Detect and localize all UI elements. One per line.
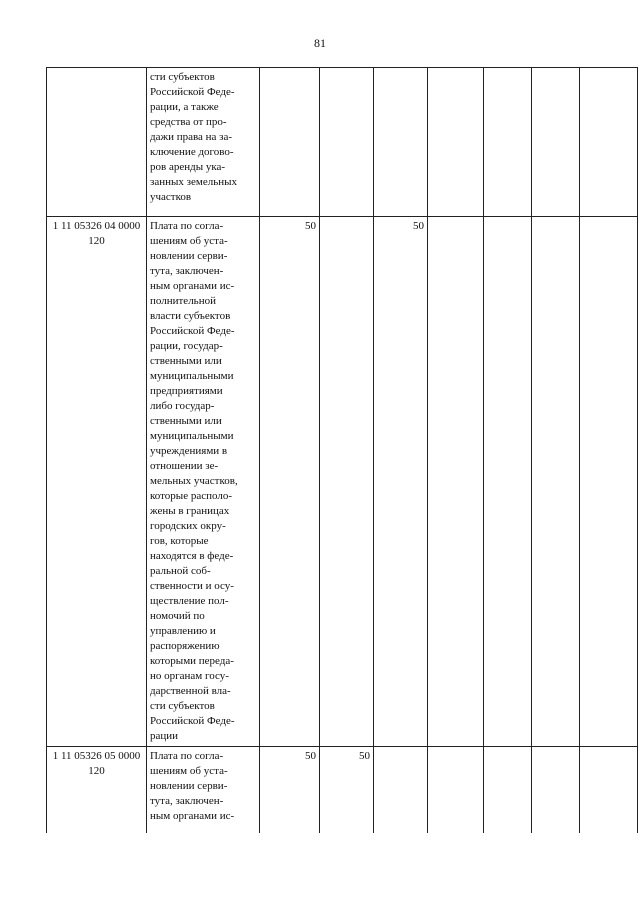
description-line: либо государ-	[150, 400, 215, 412]
description-line: тута, заключен-	[150, 795, 224, 807]
description-line: Российской Феде-	[150, 715, 235, 727]
amount-cell: 50	[374, 217, 428, 747]
description-line: ным органами ис-	[150, 280, 235, 292]
description-line: ственности и осу-	[150, 580, 234, 592]
table-body	[47, 68, 638, 834]
page-number: 81	[314, 36, 326, 50]
table-row	[47, 217, 638, 747]
amount-cell	[484, 68, 532, 217]
budget-code-cell	[47, 68, 147, 217]
budget-table	[46, 67, 638, 833]
description-line: но органам госу-	[150, 670, 229, 682]
description-line: отношении зе-	[150, 460, 219, 472]
description-line: предприятиями	[150, 385, 223, 397]
budget-code-cell: 1 11 05326 05 0000 120	[47, 747, 147, 834]
amount-cell	[428, 68, 484, 217]
amount-cell	[532, 217, 580, 747]
description-line: власти субъектов	[150, 310, 231, 322]
description-line: ключение догово-	[150, 146, 234, 158]
description-line: гов, которые	[150, 535, 209, 547]
description-line: Российской Феде-	[150, 325, 235, 337]
amount-cell: 50	[320, 747, 374, 834]
description-line: участков	[150, 191, 192, 203]
amount-cell	[532, 68, 580, 217]
amount-cell	[320, 68, 374, 217]
amount-cell	[320, 217, 374, 747]
amount-cell	[374, 68, 428, 217]
table-row	[47, 68, 638, 217]
amount-cell	[580, 68, 638, 217]
amount-cell: 50	[260, 217, 320, 747]
budget-code-cell: 1 11 05326 04 0000 120	[47, 217, 147, 747]
description-line: городских окру-	[150, 520, 226, 532]
description-line: которые располо-	[150, 490, 232, 502]
description-line: мельных участков,	[150, 475, 238, 487]
description-line: рации, государ-	[150, 340, 223, 352]
description-line: новлении серви-	[150, 780, 228, 792]
description-line: номочий по	[150, 610, 205, 622]
table-row	[47, 747, 638, 834]
description-line: ственными или	[150, 415, 222, 427]
description-line: ров аренды ука-	[150, 161, 226, 173]
description-line: находятся в феде-	[150, 550, 234, 562]
amount-cell	[580, 747, 638, 834]
description-line: дажи права на за-	[150, 131, 233, 143]
description-line: ральной соб-	[150, 565, 211, 577]
description-line: сти субъектов	[150, 71, 215, 83]
amount-cell: 50	[260, 747, 320, 834]
amount-cell	[428, 747, 484, 834]
description-line: ственными или	[150, 355, 222, 367]
description-line: Плата по согла-	[150, 220, 224, 232]
amount-cell	[532, 747, 580, 834]
description-line: занных земельных	[150, 176, 237, 188]
description-cell	[147, 747, 260, 834]
description-line: рации, а также	[150, 101, 219, 113]
description-line: муниципальными	[150, 430, 234, 442]
description-line: дарственной вла-	[150, 685, 231, 697]
description-line: новлении серви-	[150, 250, 228, 262]
description-cell	[147, 68, 260, 217]
description-line: сти субъектов	[150, 700, 215, 712]
description-line: учреждениями в	[150, 445, 228, 457]
description-line: управлению и	[150, 625, 216, 637]
description-line: ществление пол-	[150, 595, 229, 607]
description-line: жены в границах	[150, 505, 230, 517]
description-line: ным органами ис-	[150, 810, 235, 822]
description-line: которыми переда-	[150, 655, 234, 667]
amount-cell	[484, 747, 532, 834]
description-line: полнительной	[150, 295, 216, 307]
description-line: Плата по согла-	[150, 750, 224, 762]
description-line: муниципальными	[150, 370, 234, 382]
amount-cell	[428, 217, 484, 747]
description-cell	[147, 217, 260, 747]
description-line: рации	[150, 730, 179, 742]
amount-cell	[260, 68, 320, 217]
amount-cell	[484, 217, 532, 747]
description-line: тута, заключен-	[150, 265, 224, 277]
description-line: шениям об уста-	[150, 765, 228, 777]
amount-cell	[580, 217, 638, 747]
description-line: шениям об уста-	[150, 235, 228, 247]
description-line: Российской Феде-	[150, 86, 235, 98]
description-line: распоряжению	[150, 640, 220, 652]
amount-cell	[374, 747, 428, 834]
description-line: средства от про-	[150, 116, 227, 128]
